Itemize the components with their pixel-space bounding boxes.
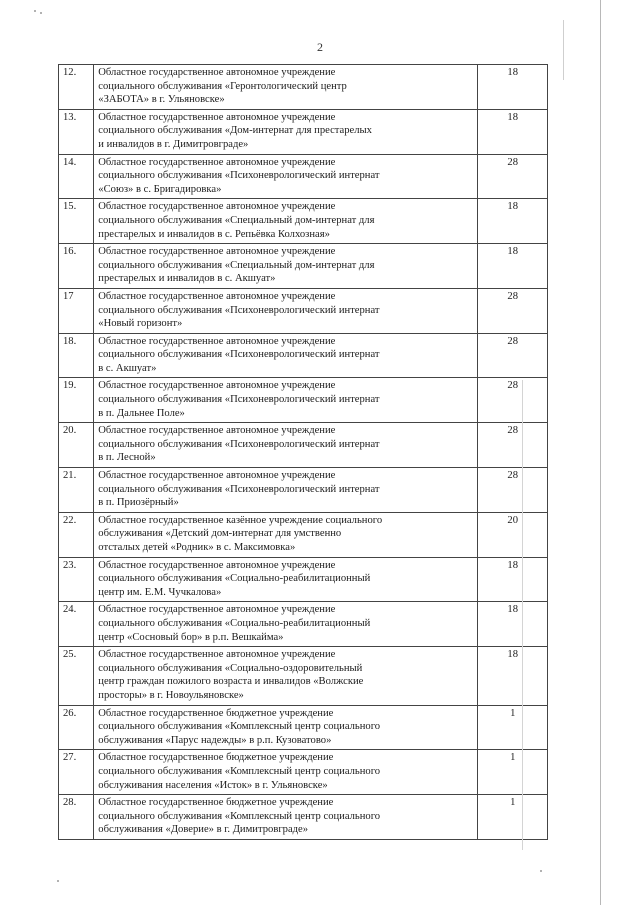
institution-name-line: Областное государственное автономное учреждение <box>98 380 336 392</box>
institution-name <box>94 288 478 333</box>
table-row <box>59 602 548 647</box>
row-value: 1 <box>478 795 548 840</box>
row-value: 28 <box>478 288 548 333</box>
institution-name <box>94 557 478 602</box>
table-row <box>59 65 548 110</box>
institution-name-line: социального обслуживания «Психоневрологический интернат <box>98 349 380 361</box>
institution-name-line: обслуживания «Доверие» в г. Димитровграде» <box>98 824 309 836</box>
institution-name-line: Областное государственное автономное учреждение <box>98 604 336 616</box>
row-number: 17 <box>59 288 94 333</box>
row-value: 1 <box>478 705 548 750</box>
row-number: 28. <box>59 795 94 840</box>
row-value: 28 <box>478 423 548 468</box>
institution-name-line: в п. Лесной» <box>98 452 156 464</box>
table-row <box>59 705 548 750</box>
table-body <box>59 65 548 840</box>
institution-name-line: «Союз» в с. Бригадировка» <box>98 183 222 195</box>
institution-name-line: отсталых детей «Родник» в с. Максимовка» <box>98 542 296 553</box>
institution-name-line: Областное государственное бюджетное учреждение <box>98 797 334 809</box>
institution-name-line: обслуживания «Парус надежды» в р.п. Кузоватово» <box>98 734 332 746</box>
row-value: 28 <box>478 154 548 199</box>
table-row <box>59 468 548 513</box>
institution-name <box>94 109 478 154</box>
row-value: 28 <box>478 333 548 378</box>
institution-name-line: обслуживания «Детский дом-интернат для умственно <box>98 528 342 540</box>
row-value: 28 <box>478 468 548 513</box>
row-number: 25. <box>59 647 94 705</box>
row-value: 18 <box>478 199 548 244</box>
table-row <box>59 199 548 244</box>
row-value: 28 <box>478 378 548 423</box>
scan-artifact-line <box>600 0 601 905</box>
institution-name <box>94 750 478 795</box>
institution-name-line: обслуживания населения «Исток» в г. Ульяновске» <box>98 779 328 791</box>
table-row <box>59 795 548 840</box>
scan-speck <box>540 870 542 872</box>
institution-name-line: Областное государственное автономное учреждение <box>98 246 336 258</box>
row-number: 21. <box>59 468 94 513</box>
table-row <box>59 647 548 705</box>
row-number: 26. <box>59 705 94 750</box>
institution-name-line: социального обслуживания «Психоневрологический интернат <box>98 304 380 316</box>
row-number: 12. <box>59 65 94 110</box>
row-value: 18 <box>478 244 548 289</box>
institution-name-line: в п. Приозёрный» <box>98 497 179 509</box>
row-number: 16. <box>59 244 94 289</box>
institution-name-line: Областное государственное казённое учреждение социального <box>98 514 383 526</box>
table-row <box>59 244 548 289</box>
institution-name <box>94 65 478 110</box>
institution-name-line: «Новый горизонт» <box>98 318 183 330</box>
institution-name <box>94 199 478 244</box>
institution-name-line: Областное государственное автономное учреждение <box>98 559 336 571</box>
institution-name <box>94 795 478 840</box>
scan-speck <box>34 10 36 12</box>
institution-name-line: «ЗАБОТА» в г. Ульяновске» <box>98 94 225 106</box>
table-row <box>59 333 548 378</box>
row-number: 23. <box>59 557 94 602</box>
institution-name-line: социального обслуживания «Социально-реабилитационный <box>98 573 371 585</box>
institution-name-line: Областное государственное бюджетное учреждение <box>98 752 334 764</box>
institution-name-line: центр граждан пожилого возраста и инвалидов «Волжские <box>98 676 364 688</box>
row-number: 15. <box>59 199 94 244</box>
institution-name <box>94 423 478 468</box>
scan-speck <box>57 880 59 882</box>
institution-name-line: социального обслуживания «Специальный дом-интернат для <box>98 259 375 271</box>
scan-speck <box>40 12 42 14</box>
institution-name-line: Областное государственное автономное учреждение <box>98 156 336 168</box>
institution-name <box>94 468 478 513</box>
institution-name-line: социального обслуживания «Геронтологический центр <box>98 80 347 92</box>
institution-name <box>94 705 478 750</box>
institution-name-line: Областное государственное бюджетное учреждение <box>98 707 334 719</box>
scan-artifact-line <box>522 380 523 850</box>
institution-name-line: социального обслуживания «Дом-интернат для престарелых <box>98 125 372 137</box>
row-value: 18 <box>478 557 548 602</box>
institution-name-line: социального обслуживания «Социально-оздоровительный <box>98 662 363 674</box>
table-row <box>59 423 548 468</box>
row-number: 14. <box>59 154 94 199</box>
institution-name-line: Областное государственное автономное учреждение <box>98 111 336 123</box>
row-value: 1 <box>478 750 548 795</box>
institution-name-line: Областное государственное автономное учреждение <box>98 425 336 437</box>
institution-name <box>94 333 478 378</box>
row-number: 18. <box>59 333 94 378</box>
institution-name <box>94 512 478 557</box>
table-row <box>59 109 548 154</box>
institution-name-line: Областное государственное автономное учреждение <box>98 67 336 78</box>
institution-name-line: Областное государственное автономное учреждение <box>98 470 336 482</box>
institution-name-line: социального обслуживания «Психоневрологический интернат <box>98 438 380 450</box>
institutions-table <box>58 64 548 840</box>
institution-name-line: социального обслуживания «Комплексный центр социального <box>98 810 381 822</box>
institution-name-line: престарелых и инвалидов в с. Репьёвка Колхозная» <box>98 228 330 240</box>
institution-name-line: и инвалидов в г. Димитровграде» <box>98 138 249 150</box>
row-value: 18 <box>478 65 548 110</box>
institution-name <box>94 244 478 289</box>
institution-name <box>94 602 478 647</box>
table-row <box>59 750 548 795</box>
institution-name <box>94 378 478 423</box>
institution-name-line: социального обслуживания «Психоневрологический интернат <box>98 170 380 182</box>
table-row <box>59 378 548 423</box>
row-number: 22. <box>59 512 94 557</box>
row-value: 18 <box>478 602 548 647</box>
institution-name-line: Областное государственное автономное учреждение <box>98 649 336 661</box>
scan-artifact-line <box>563 20 564 80</box>
row-number: 27. <box>59 750 94 795</box>
institution-name-line: в п. Дальнее Поле» <box>98 407 185 419</box>
row-number: 20. <box>59 423 94 468</box>
table-row <box>59 557 548 602</box>
institution-name-line: престарелых и инвалидов в с. Акшуат» <box>98 273 276 285</box>
row-number: 19. <box>59 378 94 423</box>
table-row <box>59 512 548 557</box>
institution-name <box>94 647 478 705</box>
table-row <box>59 154 548 199</box>
institution-name-line: социального обслуживания «Психоневрологический интернат <box>98 394 380 406</box>
institution-name-line: социального обслуживания «Социально-реабилитационный <box>98 617 371 629</box>
row-number: 24. <box>59 602 94 647</box>
row-number: 13. <box>59 109 94 154</box>
institution-name-line: Областное государственное автономное учреждение <box>98 290 336 302</box>
row-value: 18 <box>478 647 548 705</box>
institution-name-line: социального обслуживания «Специальный дом-интернат для <box>98 214 375 226</box>
institution-name-line: Областное государственное автономное учреждение <box>98 201 336 213</box>
institution-name-line: социального обслуживания «Психоневрологический интернат <box>98 483 380 495</box>
page-number: 2 <box>317 40 323 54</box>
institution-name-line: Областное государственное автономное учреждение <box>98 335 336 347</box>
institution-name <box>94 154 478 199</box>
institution-name-line: социального обслуживания «Комплексный центр социального <box>98 765 381 777</box>
table-row <box>59 288 548 333</box>
institution-name-line: просторы» в г. Новоульяновске» <box>98 689 244 701</box>
institution-name-line: центр «Сосновый бор» в р.п. Вешкайма» <box>98 631 284 643</box>
institution-name-line: социального обслуживания «Комплексный центр социального <box>98 721 381 733</box>
row-value: 20 <box>478 512 548 557</box>
institution-name-line: в с. Акшуат» <box>98 362 157 374</box>
row-value: 18 <box>478 109 548 154</box>
institution-name-line: центр им. Е.М. Чучкалова» <box>98 586 222 598</box>
